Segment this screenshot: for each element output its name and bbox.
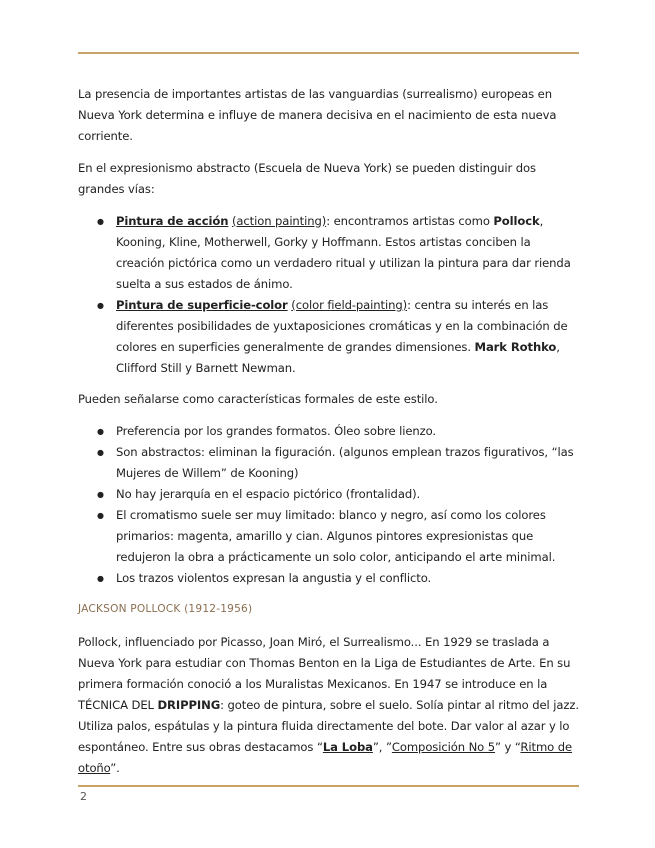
page-body (78, 84, 579, 790)
list-item: ● Preferencia por los grandes formatos. Óleo sobre lienzo. (116, 421, 579, 442)
vias-list (78, 211, 579, 379)
work-composicion-no5: Composición No 5 (391, 740, 496, 754)
artist-name: Pollock (493, 214, 540, 228)
term-color-field: Pintura de superficie-color (116, 298, 288, 312)
term-translation: (action painting) (231, 214, 327, 228)
list-item-text: : centra su interés en las diferentes posibilidades de yuxtaposiciones cromáticas y en la combinación de colores en superficies generalmente de grandes dimensiones. (116, 298, 568, 354)
pollock-paragraph (78, 632, 579, 779)
list-item-text: , Kooning, Kline, Motherwell, Gorky y Hoffmann. Estos artistas conciben la creación pictórica como un verdadero ritual y utilizan la pintura para dar rienda suelta a sus estados de ánimo. (116, 214, 571, 291)
intro-paragraph: La presencia de importantes artistas de las vanguardias (surrealismo) europeas en Nueva York determina e influye de manera decisiva en el nacimiento de esta nueva corriente. (78, 87, 557, 143)
work-ritmo-de-otono: Ritmo de otoño (78, 740, 573, 775)
list-item (116, 211, 579, 295)
work-la-loba: La Loba (322, 740, 373, 754)
term-translation: (color field-painting) (291, 298, 408, 312)
list-item: ● Los trazos violentos expresan la angustia y el conflicto. (116, 568, 579, 589)
paragraph-text: : goteo de pintura, sobre el suelo. Solía pintar al ritmo del jazz. Utiliza palos, espátulas y la pintura fluida directamente del bote. Dar valor al azar y lo espontáneo. Entre sus obras destacamos “ (78, 698, 579, 754)
paragraph-text: ”, ” (372, 740, 392, 754)
list-item: ● El cromatismo suele ser muy limitado: blanco y negro, así como los colores primarios: magenta, amarillo y cian. Algunos pintores expresionistas que redujeron la obra a prácticamente un solo color, anticipando el arte minimal. (116, 505, 579, 568)
section-heading: JACKSON POLLOCK (1912-1956) (78, 603, 253, 615)
paragraph-text: Pollock, influenciado por Picasso, Joan Miró, el Surrealismo... En 1929 se traslada a Nueva York para estudiar con Thomas Benton en la Liga de Estudiantes de Arte. En su primera formación conoció a los Muralistas Mexicanos. En 1947 se introduce en la TÉCNICA DEL (78, 635, 571, 712)
list-item-text: : encontramos artistas como (326, 214, 494, 228)
dripping-term: DRIPPING (157, 698, 221, 712)
list-item (116, 295, 579, 379)
page-number: 2 (80, 790, 87, 803)
caracteristicas-intro: Pueden señalarse como características formales de este estilo. (78, 392, 438, 406)
list-item-text: , Clifford Still y Barnett Newman. (116, 340, 560, 375)
list-item: ● No hay jerarquía en el espacio pictórico (frontalidad). (116, 484, 579, 505)
paragraph-text: ” y “ (495, 740, 521, 754)
paragraph-text: ”. (110, 761, 120, 775)
caracteristicas-list (78, 421, 579, 589)
footer-rule (78, 785, 579, 787)
vias-intro-paragraph: En el expresionismo abstracto (Escuela de Nueva York) se pueden distinguir dos grandes vías: (78, 161, 536, 196)
term-action-painting: Pintura de acción (116, 214, 229, 228)
list-item: ● Son abstractos: eliminan la figuración. (algunos emplean trazos figurativos, “las Mujeres de Willem” de Kooning) (116, 442, 579, 484)
artist-name: Mark Rothko (474, 340, 557, 354)
header-rule (78, 52, 579, 54)
